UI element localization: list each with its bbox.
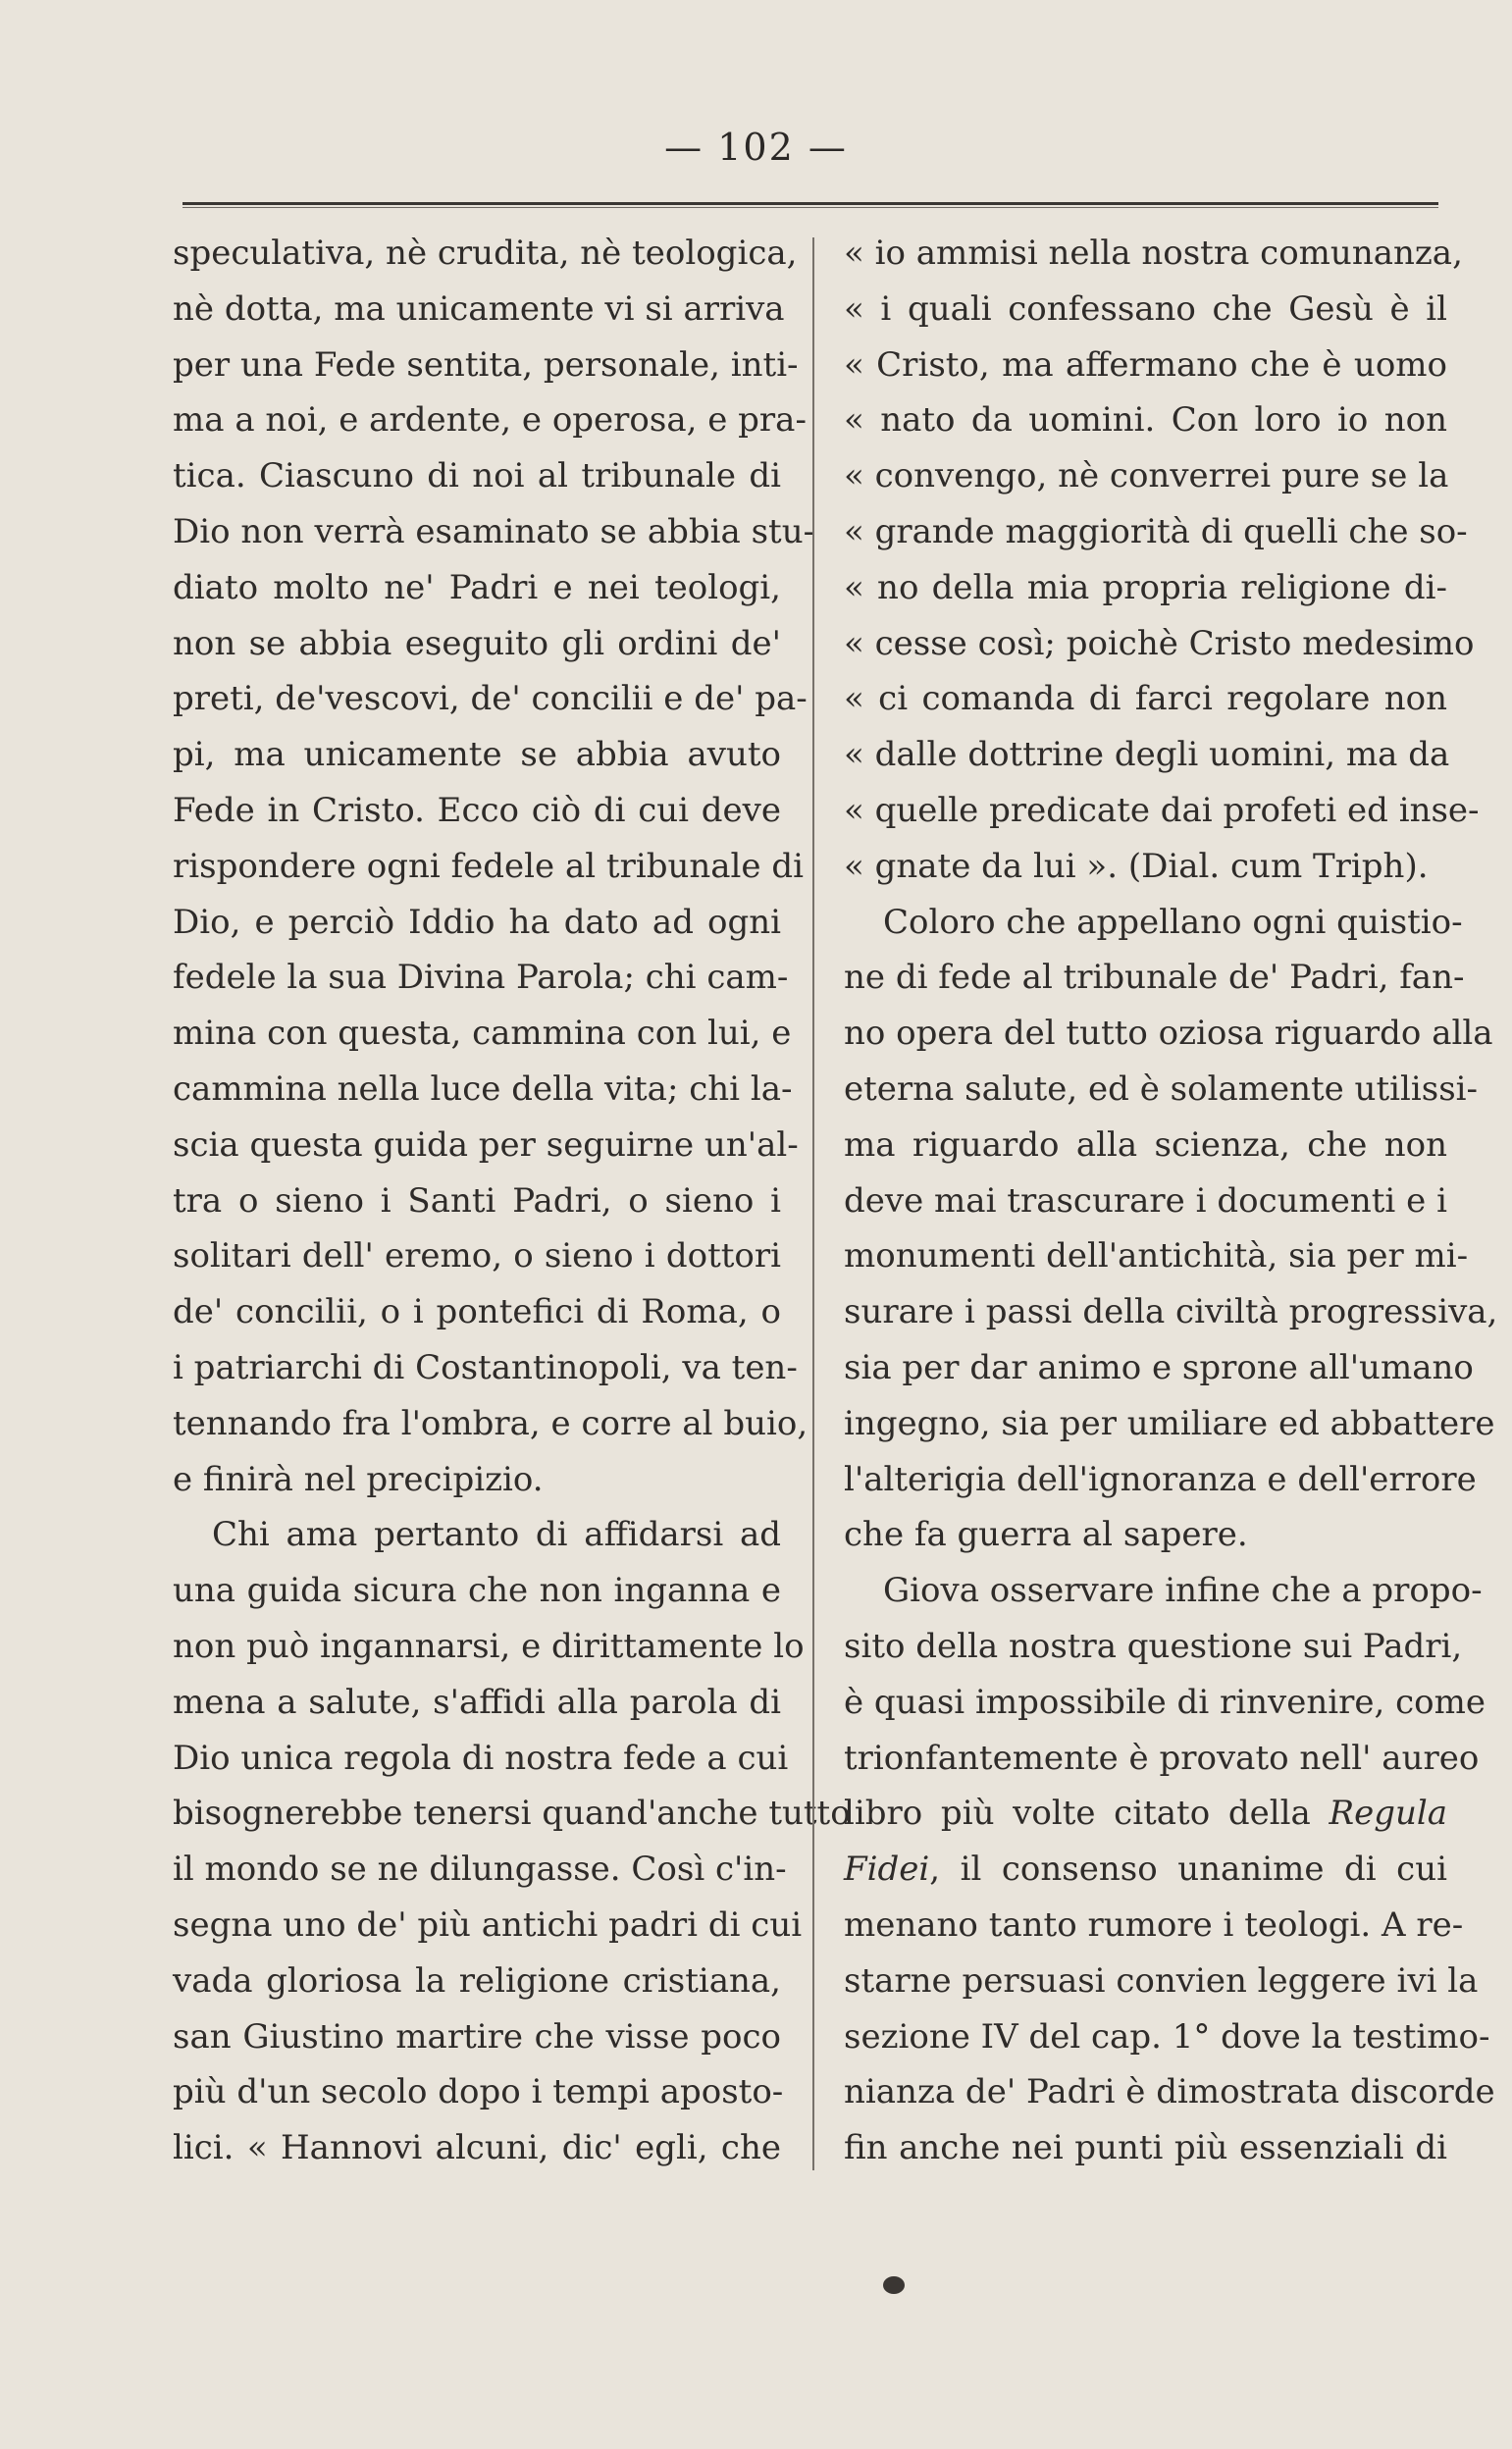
text-line: preti, de'vescovi, de' concilii e de' pa- xyxy=(173,679,808,719)
text-line: monumenti dell'antichità, sia per mi- xyxy=(844,1236,1469,1277)
text-line: « gnate da lui ». (Dial. cum Triph). xyxy=(844,846,1429,886)
text-line: Coloro che appellano ogni quistio- xyxy=(883,902,1463,942)
text-fragment: libro più volte citato della xyxy=(844,1794,1311,1834)
text-line: Dio non verrà esaminato se abbia stu- xyxy=(173,511,815,551)
column-divider xyxy=(812,237,814,2170)
text-line: è quasi impossibile di rinvenire, come xyxy=(844,1682,1486,1722)
text-line: per una Fede sentita, personale, inti- xyxy=(173,344,799,385)
right-text-column xyxy=(844,226,1498,2176)
text-line: nianza de' Padri è dimostrata discorde xyxy=(844,2072,1495,2112)
book-title-italic: Regula xyxy=(1329,1794,1447,1834)
text-line: rispondere ogni fedele al tribunale di xyxy=(173,846,804,886)
text-line: vada gloriosa la religione cristiana, xyxy=(173,1960,781,2001)
text-line: pi, ma unicamente se abbia avuto xyxy=(173,735,781,775)
header-rule xyxy=(182,202,1438,208)
text-line: mena a salute, s'affidi alla parola di xyxy=(173,1682,781,1722)
text-line: san Giustino martire che visse poco xyxy=(173,2016,781,2057)
text-line: « cesse così; poichè Cristo medesimo xyxy=(844,623,1475,663)
text-line: deve mai trascurare i documenti e i xyxy=(844,1180,1447,1221)
text-line: scia questa guida per seguirne un'al- xyxy=(173,1124,799,1165)
text-line: mina con questa, cammina con lui, e xyxy=(173,1014,792,1054)
text-line: menano tanto rumore i teologi. A re- xyxy=(844,1904,1464,1945)
page-number: — 102 — xyxy=(664,126,848,169)
text-line: tra o sieno i Santi Padri, o sieno i xyxy=(173,1180,781,1221)
text-line: « nato da uomini. Con loro io non xyxy=(844,400,1447,441)
text-line: non se abbia eseguito gli ordini de' xyxy=(173,623,781,663)
text-line: l'alterigia dell'ignoranza e dell'errore xyxy=(844,1459,1477,1499)
text-line: cammina nella luce della vita; chi la- xyxy=(173,1068,793,1109)
text-line: « Cristo, ma affermano che è uomo xyxy=(844,344,1447,385)
text-line: « grande maggiorità di quelli che so- xyxy=(844,511,1468,551)
text-line: ma a noi, e ardente, e operosa, e pra- xyxy=(173,400,807,441)
text-line: Fede in Cristo. Ecco ciò di cui deve xyxy=(173,790,781,830)
text-line: Fidei, il consenso unanime di cui xyxy=(844,1850,1447,1890)
text-line: « no della mia propria religione di- xyxy=(844,567,1447,607)
text-line: Dio, e perciò Iddio ha dato ad ogni xyxy=(173,902,781,942)
text-line: « quelle predicate dai profeti ed inse- xyxy=(844,790,1480,830)
text-line: eterna salute, ed è solamente utilissi- xyxy=(844,1068,1478,1109)
text-line: e finirà nel precipizio. xyxy=(173,1459,544,1499)
text-line: surare i passi della civiltà progressiva, xyxy=(844,1292,1498,1332)
text-line: tica. Ciascuno di noi al tribunale di xyxy=(173,456,781,496)
text-line: sia per dar animo e sprone all'umano xyxy=(844,1347,1474,1387)
text-line: ne di fede al tribunale de' Padri, fan- xyxy=(844,958,1465,998)
text-line: sezione IV del cap. 1° dove la testimo- xyxy=(844,2016,1490,2057)
text-line: più d'un secolo dopo i tempi aposto- xyxy=(173,2072,784,2112)
text-line: ma riguardo alla scienza, che non xyxy=(844,1124,1447,1165)
text-line: diato molto ne' Padri e nei teologi, xyxy=(173,567,781,607)
text-line: sito della nostra questione sui Padri, xyxy=(844,1626,1463,1666)
text-line: « dalle dottrine degli uomini, ma da xyxy=(844,735,1450,775)
text-line: una guida sicura che non inganna e xyxy=(173,1571,781,1611)
text-line: nè dotta, ma unicamente vi si arriva xyxy=(173,288,785,329)
ink-dot xyxy=(883,2276,905,2294)
text-line: Dio unica regola di nostra fede a cui xyxy=(173,1738,789,1778)
text-line: starne persuasi convien leggere ivi la xyxy=(844,1960,1479,2001)
text-line: Chi ama pertanto di affidarsi ad xyxy=(212,1515,781,1555)
text-line: non può ingannarsi, e dirittamente lo xyxy=(173,1626,805,1666)
left-text-column xyxy=(173,226,851,2176)
text-line: « i quali confessano che Gesù è il xyxy=(844,288,1447,329)
text-line: solitari dell' eremo, o sieno i dottori xyxy=(173,1236,781,1277)
text-line: fin anche nei punti più essenziali di xyxy=(844,2128,1447,2168)
text-line: « io ammisi nella nostra comunanza, xyxy=(844,234,1463,273)
text-line: tennando fra l'ombra, e corre al buio, xyxy=(173,1403,808,1443)
text-line: lici. « Hannovi alcuni, dic' egli, che xyxy=(173,2128,781,2168)
text-line: « convengo, nè converrei pure se la xyxy=(844,456,1449,496)
text-line: trionfantemente è provato nell' aureo xyxy=(844,1738,1480,1778)
text-line: no opera del tutto oziosa riguardo alla xyxy=(844,1014,1493,1054)
book-title-italic: Fidei xyxy=(844,1850,930,1890)
text-line: i patriarchi di Costantinopoli, va ten- xyxy=(173,1347,798,1387)
text-line: bisognerebbe tenersi quand'anche tutto xyxy=(173,1794,851,1834)
text-line: fedele la sua Divina Parola; chi cam- xyxy=(173,958,789,998)
text-line: che fa guerra al sapere. xyxy=(844,1515,1248,1555)
text-line: il mondo se ne dilungasse. Così c'in- xyxy=(173,1850,787,1890)
text-line: ingegno, sia per umiliare ed abbattere xyxy=(844,1403,1495,1443)
text-line: Giova osservare infine che a propo- xyxy=(883,1571,1483,1611)
text-line: « ci comanda di farci regolare non xyxy=(844,679,1447,719)
text-line-with-title xyxy=(844,1786,1447,1842)
text-line: speculativa, nè crudita, nè teologica, xyxy=(173,234,798,273)
text-line: segna uno de' più antichi padri di cui xyxy=(173,1904,803,1945)
text-line: de' concilii, o i pontefici di Roma, o xyxy=(173,1292,781,1332)
